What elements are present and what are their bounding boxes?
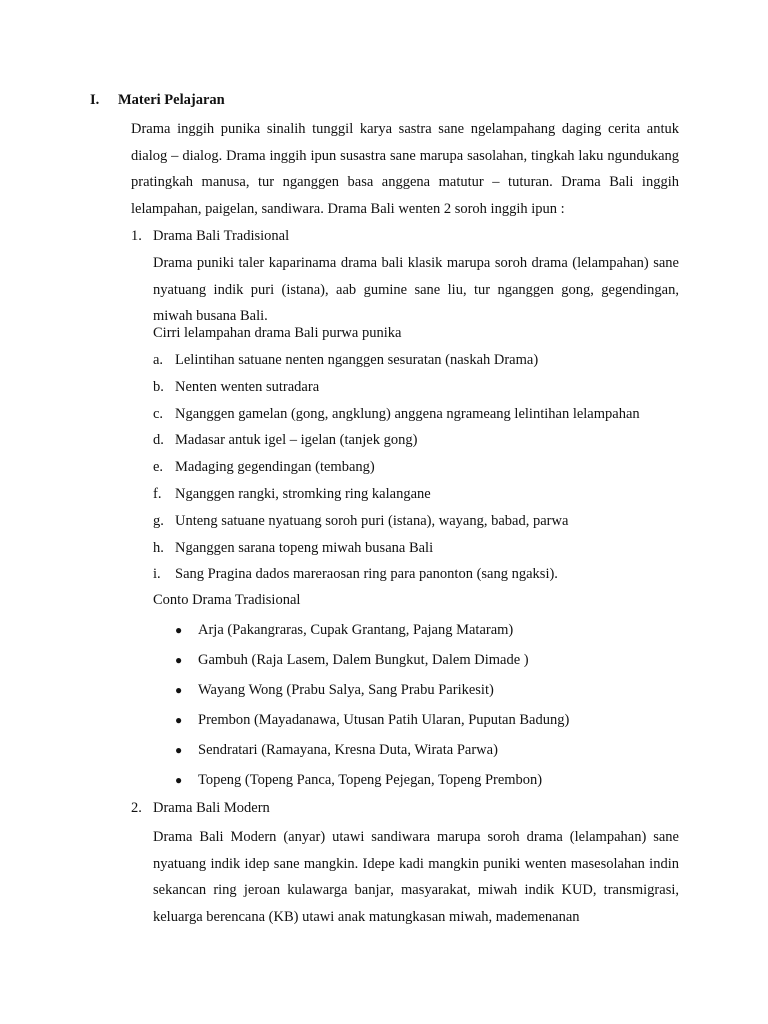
list-letter: f.: [153, 485, 162, 502]
list-letter: i.: [153, 566, 161, 583]
list-letter: e.: [153, 459, 164, 476]
list-text: Nganggen sarana topeng miwah busana Bali: [175, 539, 434, 556]
list-letter: d.: [153, 432, 164, 449]
list-text: Sendratari (Ramayana, Kresna Duta, Wirata Parwa): [198, 742, 498, 758]
section-number: I.: [90, 92, 100, 108]
bullet-icon: ●: [175, 773, 183, 787]
section-title: Materi Pelajaran: [118, 92, 225, 108]
list-item: [153, 511, 640, 538]
list-item: [175, 619, 569, 649]
intro-paragraph: Drama inggih punika sinalih tunggil karya sastra sane ngelampahang daging cerita antuk dialog – dialog. Drama inggih ipun susastra sane marupa sasolahan, tingkah laku ngundukang pratingkah manusa, tur nganggen basa anggena matutur – tuturan. Drama Bali inggih lelampahan, paigelan, sandiwara. Drama Bali wenten 2 soroh inggih ipun :: [131, 121, 679, 217]
list-item: [153, 538, 640, 565]
examples-title: Conto Drama Tradisional: [153, 592, 301, 608]
list-item: [175, 679, 569, 709]
list-item: [175, 769, 569, 799]
subsection-modern-heading: [131, 800, 691, 817]
list-letter: g.: [153, 512, 164, 529]
bullet-icon: ●: [175, 653, 183, 667]
subsection-title: Drama Bali Tradisional: [153, 228, 290, 244]
bullet-icon: ●: [175, 713, 183, 727]
list-letter: a.: [153, 352, 164, 368]
list-item: [175, 709, 569, 739]
list-text: Nganggen rangki, stromking ring kalangane: [175, 485, 431, 502]
list-item: [153, 430, 640, 457]
list-item: [153, 404, 640, 431]
list-item: [153, 377, 640, 404]
list-text: Prembon (Mayadanawa, Utusan Patih Ularan, Puputan Badung): [198, 712, 570, 728]
list-text: Madaging gegendingan (tembang): [175, 459, 375, 476]
bullet-icon: ●: [175, 623, 183, 637]
examples-list: [175, 619, 569, 799]
list-item: [153, 564, 640, 591]
list-item: [153, 350, 640, 377]
list-text: Madasar antuk igel – igelan (tanjek gong): [175, 432, 418, 449]
list-text: Wayang Wong (Prabu Salya, Sang Prabu Parikesit): [198, 682, 494, 698]
list-text: Sang Pragina dados mareraosan ring para panonton (sang ngaksi).: [175, 566, 558, 583]
section-heading: [90, 92, 225, 109]
list-text: Topeng (Topeng Panca, Topeng Pejegan, Topeng Prembon): [198, 772, 543, 788]
list-item: [153, 457, 640, 484]
list-text: Gambuh (Raja Lasem, Dalem Bungkut, Dalem Dimade ): [198, 652, 529, 668]
subsection-number: 1.: [131, 228, 142, 244]
list-text: Nganggen gamelan (gong, angklung) anggena ngrameang lelintihan lelampahan: [175, 405, 640, 422]
list-text: Unteng satuane nyatuang soroh puri (istana), wayang, babad, parwa: [175, 512, 569, 529]
list-item: [175, 739, 569, 769]
subsection-traditional-heading: [131, 228, 691, 245]
list-letter: h.: [153, 539, 164, 556]
list-letter: c.: [153, 405, 164, 422]
traits-list: [153, 350, 640, 591]
subsection-title: Drama Bali Modern: [153, 800, 270, 816]
traditional-description: Drama puniki taler kaparinama drama bali klasik marupa soroh drama (lelampahan) sane nyatuang indik puri (istana), aab gumine sane liu, tur nganggen gong, gegendingan, miwah busana Bali.: [153, 255, 679, 324]
list-letter: b.: [153, 378, 164, 395]
traits-intro: Cirri lelampahan drama Bali purwa punika: [153, 325, 402, 341]
bullet-icon: ●: [175, 683, 183, 697]
list-item: [153, 484, 640, 511]
list-text: Lelintihan satuane nenten nganggen sesuratan (naskah Drama): [175, 352, 539, 368]
bullet-icon: ●: [175, 743, 183, 757]
list-text: Nenten wenten sutradara: [175, 378, 320, 395]
modern-description: Drama Bali Modern (anyar) utawi sandiwara marupa soroh drama (lelampahan) sane nyatuang indik idep sane mangkin. Idepe kadi mangkin puniki wenten masesolahan indin sekancan ring jeroan kulawarga banjar, masyarakat, miwah indik KUD, transmigrasi, keluarga berencana (KB) utawi anak matungkasan miwah, mademenanan: [153, 829, 679, 925]
subsection-number: 2.: [131, 800, 142, 816]
list-item: [175, 649, 569, 679]
list-text: Arja (Pakangraras, Cupak Grantang, Pajang Mataram): [198, 622, 514, 638]
